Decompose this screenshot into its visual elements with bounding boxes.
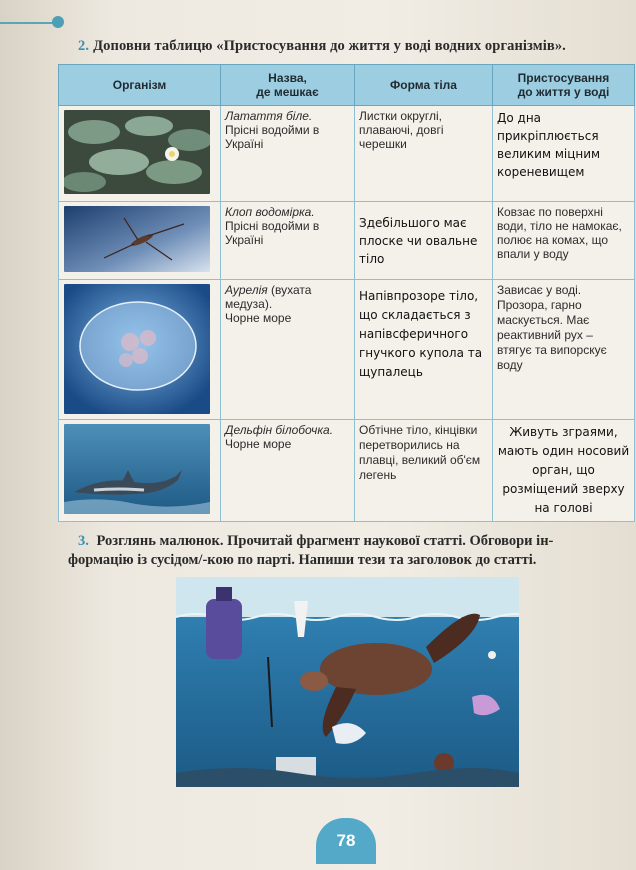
task-2-text: Доповни таблицю «Пристосування до життя у воді водних організмів». bbox=[93, 38, 566, 54]
organism-name-extra: (вухата медуза). bbox=[225, 283, 312, 311]
table-row bbox=[59, 202, 635, 280]
name-habitat-cell bbox=[221, 202, 355, 280]
body-shape-cell bbox=[355, 280, 493, 420]
header-organism: Організм bbox=[59, 65, 221, 106]
task-3-number: 3. bbox=[78, 533, 89, 549]
organism-cell bbox=[59, 106, 221, 202]
adaptation-answer: До дна прикріплюється великим міцним кореневищем bbox=[497, 111, 601, 179]
task-3-text bbox=[68, 532, 634, 570]
task-3-line-2: формацію із сусідом/-кою по парті. Напиши тези та заголовок до статті. bbox=[68, 552, 537, 568]
adaptation-cell bbox=[493, 420, 635, 522]
table-row bbox=[59, 420, 635, 522]
adaptation-cell bbox=[493, 280, 635, 420]
dolphin-image bbox=[64, 424, 210, 514]
adaptation-cell bbox=[493, 106, 635, 202]
body-shape-cell bbox=[355, 420, 493, 522]
table-header-row bbox=[59, 65, 635, 106]
adaptation-text: Ковзає по поверхні води, тіло не намокає, полює на комах, що впали у воду bbox=[497, 205, 622, 261]
organism-name: Латаття біле. bbox=[225, 109, 313, 123]
adaptation-text: Зависає у воді. Прозора, гарно маскується. Має реактивний рух – втягує та випорскує воду bbox=[497, 283, 607, 372]
water-strider-image bbox=[64, 206, 210, 272]
organism-cell bbox=[59, 420, 221, 522]
table-row bbox=[59, 280, 635, 420]
header-name-habitat: Назва, де мешкає bbox=[221, 65, 355, 106]
organism-name-line bbox=[225, 283, 350, 311]
adaptation-cell bbox=[493, 202, 635, 280]
organism-habitat: Чорне море bbox=[225, 437, 292, 451]
name-habitat-cell bbox=[221, 280, 355, 420]
body-shape-text: Листки округлі, плаваючі, довгі черешки bbox=[359, 109, 444, 151]
organism-cell bbox=[59, 202, 221, 280]
body-shape-answer: Здебільшого має плоске чи овальне тіло bbox=[359, 215, 478, 266]
body-shape-cell bbox=[355, 202, 493, 280]
task-2-number: 2. bbox=[78, 38, 90, 54]
organism-name: Дельфін білобочка. bbox=[225, 423, 334, 437]
page-number: 78 bbox=[316, 818, 376, 864]
top-dot bbox=[52, 16, 64, 28]
header-adaptation: Пристосування до життя у воді bbox=[493, 65, 635, 106]
organism-habitat: Чорне море bbox=[225, 311, 292, 325]
organism-name: Клоп водомірка. bbox=[225, 205, 315, 219]
body-shape-text: Обтічне тіло, кінцівки перетворились на плавці, великий об'єм легень bbox=[359, 423, 481, 482]
organism-cell bbox=[59, 280, 221, 420]
water-lily-image bbox=[64, 110, 210, 194]
task-3-line-1: Розглянь малюнок. Прочитай фрагмент наукової статті. Обговори ін- bbox=[96, 533, 554, 549]
adaptation-answer: Живуть зграями, мають один носовий орган, що розміщений зверху на голові bbox=[497, 425, 630, 515]
table-row bbox=[59, 106, 635, 202]
organism-name: Аурелія bbox=[225, 283, 268, 297]
turtle-ocean-pollution-image bbox=[176, 577, 519, 787]
organism-habitat: Прісні водойми в Україні bbox=[225, 123, 320, 151]
jellyfish-image bbox=[64, 284, 210, 414]
adaptation-table bbox=[58, 64, 635, 522]
body-shape-answer: Напівпрозоре тіло, що складається з напівсферичного гнучкого купола та щупалець bbox=[359, 289, 483, 379]
name-habitat-cell bbox=[221, 106, 355, 202]
task-2-title bbox=[78, 38, 634, 55]
header-body-shape: Форма тіла bbox=[355, 65, 493, 106]
organism-habitat: Прісні водойми в Україні bbox=[225, 219, 320, 247]
top-rule bbox=[0, 22, 60, 24]
name-habitat-cell bbox=[221, 420, 355, 522]
body-shape-cell bbox=[355, 106, 493, 202]
